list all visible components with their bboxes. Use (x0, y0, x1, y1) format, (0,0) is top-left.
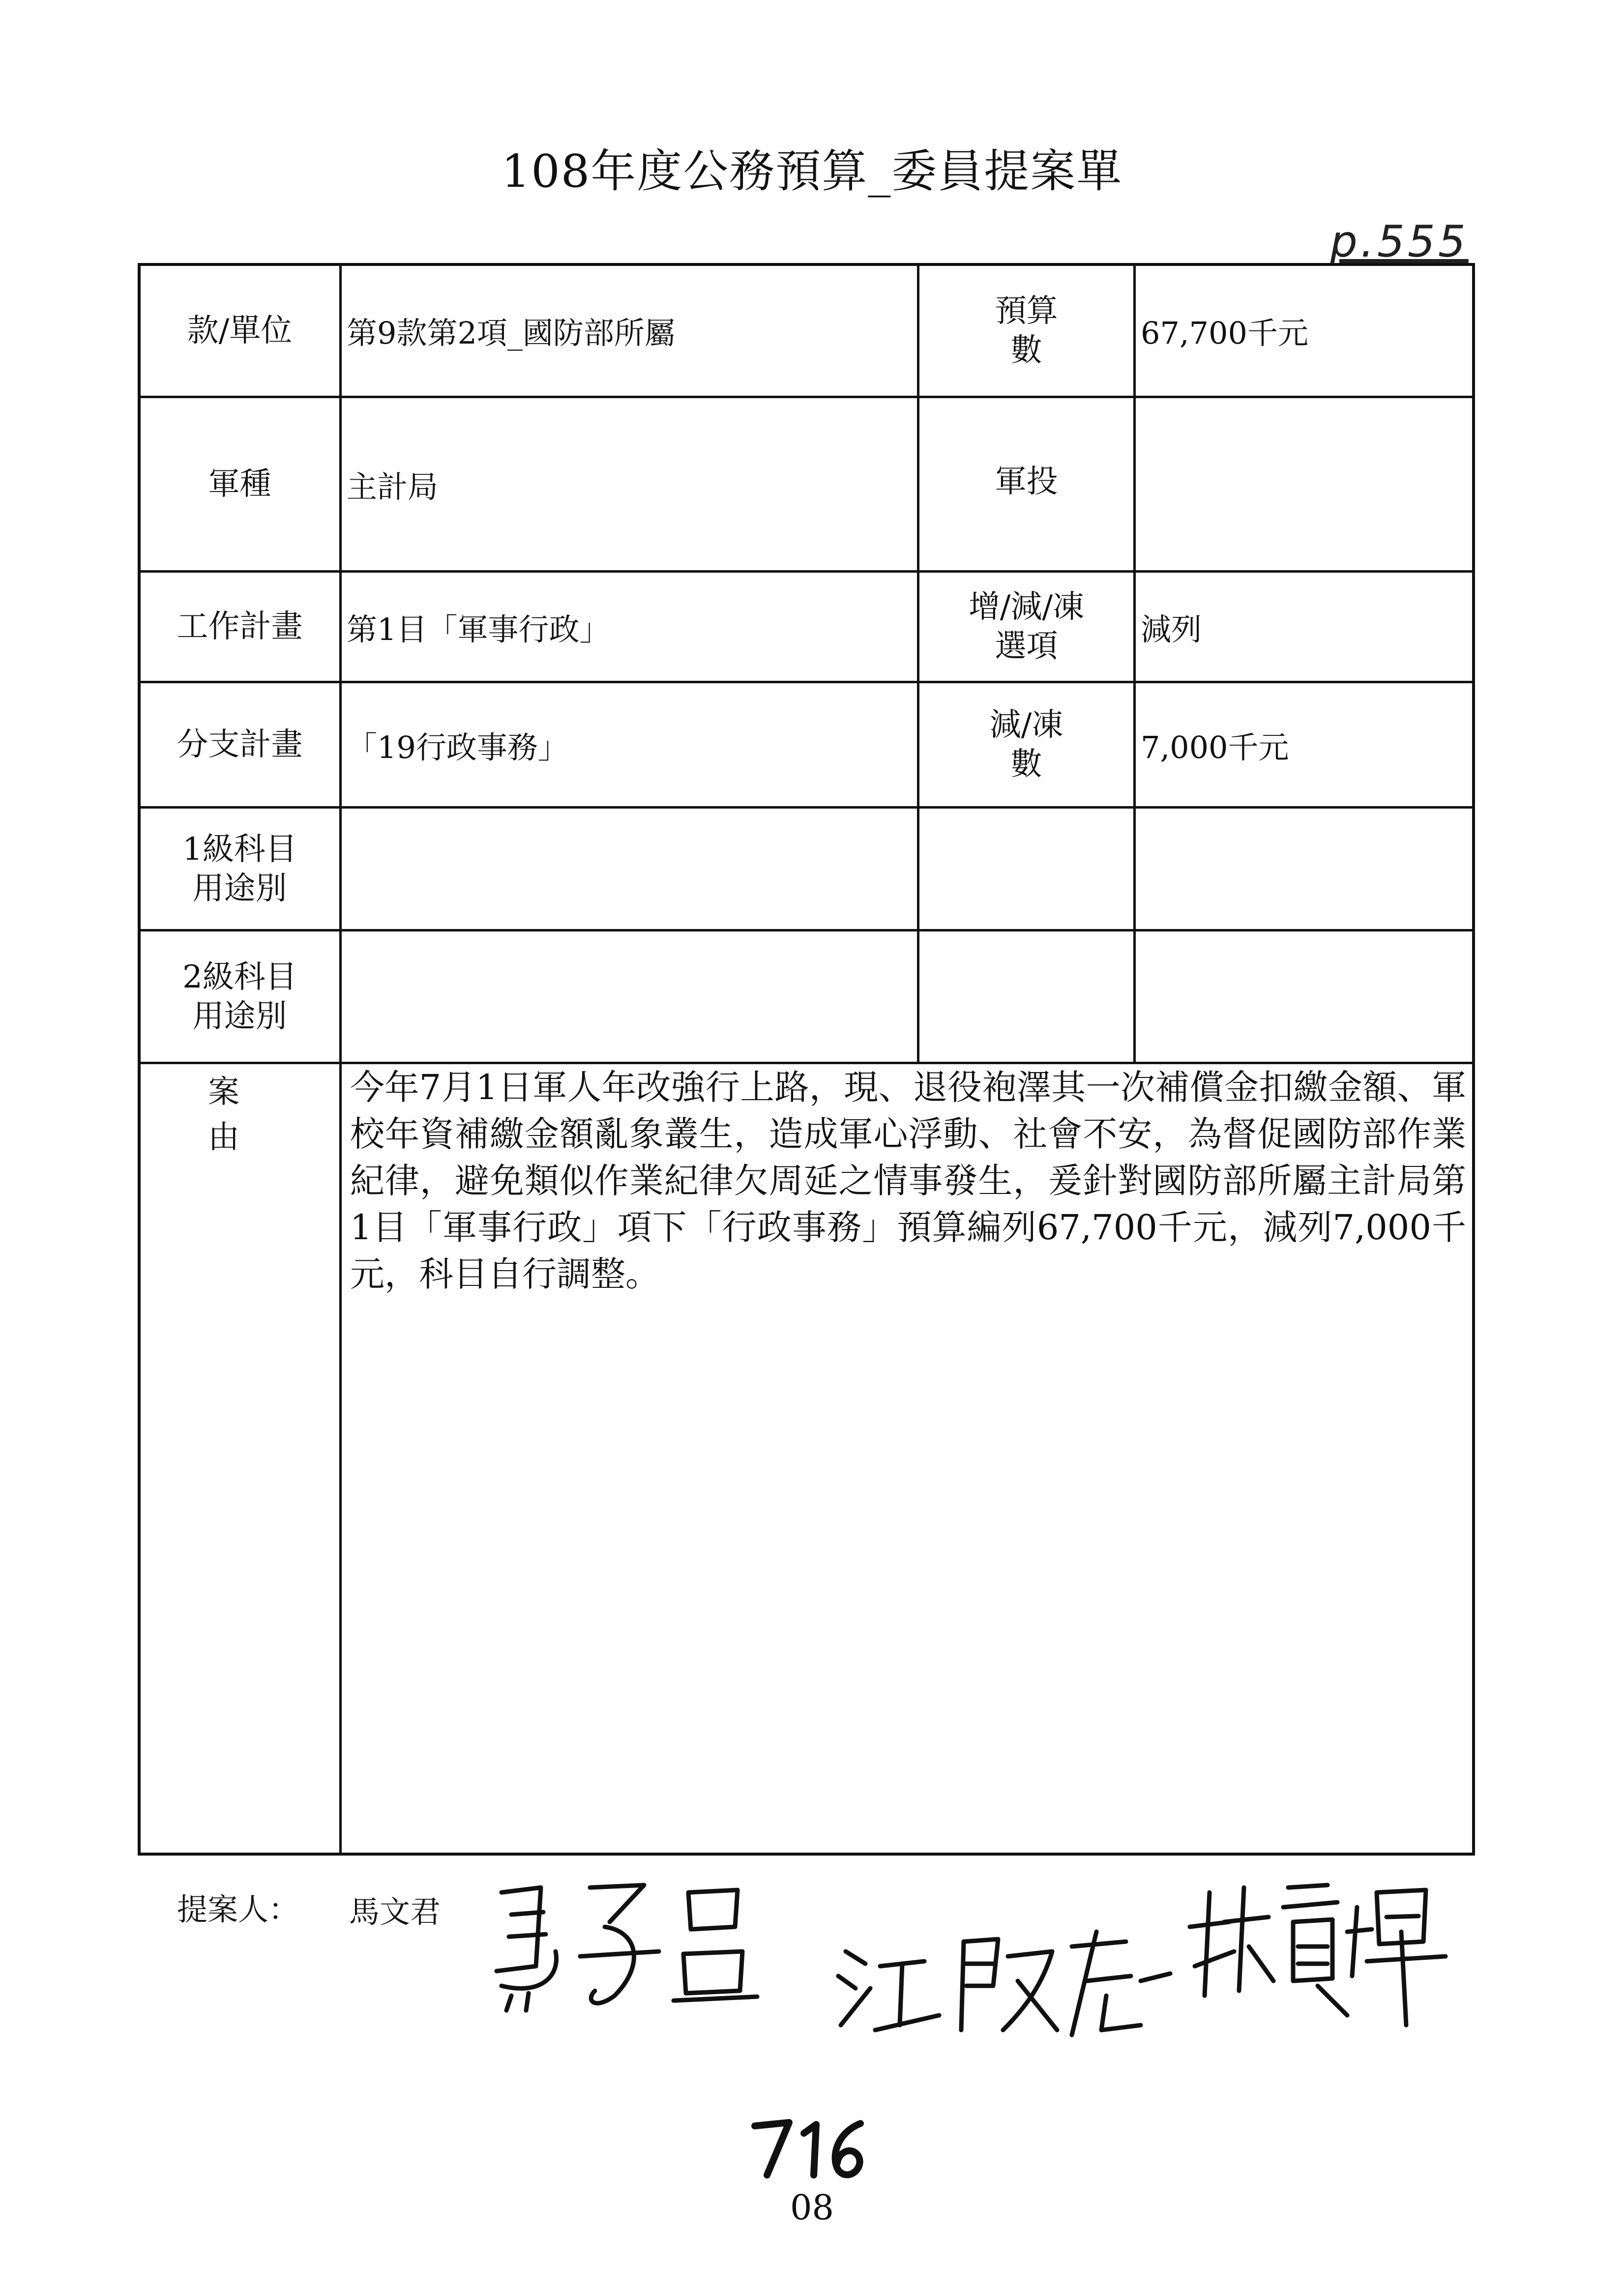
field-label-work-plan: 工作計畫 (177, 609, 303, 645)
signature-strokes (482, 1868, 1465, 2074)
field-value-work-plan: 第1目「軍事行政」 (347, 611, 610, 647)
field-value-reduction-amount: 7,000千元 (1141, 729, 1289, 765)
field-value-adjust-option: 減列 (1141, 611, 1202, 647)
field-label-adjust-option: 增/減/凍 選項 (968, 589, 1085, 665)
handwritten-716-strokes (747, 2114, 875, 2182)
column-divider (339, 263, 342, 1856)
field-value-branch-plan: 「19行政事務」 (347, 729, 568, 765)
field-value-level2-extra (1141, 931, 1470, 1062)
field-label-unit: 款/單位 (187, 312, 293, 349)
field-label-branch-plan: 分支計畫 (177, 727, 303, 763)
field-label-level1-extra (919, 809, 1133, 929)
field-label-budget-amount: 預算 數 (995, 292, 1058, 369)
page-number: 08 (790, 2187, 834, 2228)
column-divider (1133, 263, 1136, 1063)
proposer-name: 馬文君 (349, 1894, 441, 1930)
proposer-label: 提案人： (177, 1891, 299, 1927)
handwritten-signatures (482, 1868, 1465, 2076)
field-label-service: 軍種 (208, 466, 271, 502)
field-value-service: 主計局 (347, 468, 439, 505)
field-value-budget-amount: 67,700千元 (1141, 315, 1308, 351)
field-label-level2-extra (919, 931, 1133, 1062)
field-value-military-investment (1141, 398, 1470, 570)
signature-1 (497, 1885, 757, 2010)
field-value-reason: 今年7月1日軍人年改強行上路，現、退役袍澤其一次補償金扣繳金額、軍校年資補繳金額亂象叢生，造成軍心浮動、社會不安，為督促國防部作業紀律，避免類似作業紀律欠周延之情事發生，爰針對國防部所屬主計局第1目「軍事行政」項下「行政事務」預算編列67,700千元，減列7,000千元，科目自行調整。 (350, 1067, 1466, 1294)
field-label-military-investment: 軍投 (995, 464, 1058, 500)
document-title: 108年度公務預算_委員提案單 (501, 145, 1123, 198)
signature-2 (838, 1932, 1170, 2035)
field-value-unit: 第9款第2項_國防部所屬 (347, 315, 675, 351)
page-reference-annotation: p.555 (1330, 216, 1469, 267)
handwritten-page-number (747, 2114, 875, 2184)
field-label-reason: 案由 (208, 1074, 298, 1156)
field-label-reduction-amount: 減/凍 數 (989, 707, 1063, 783)
signature-3 (1190, 1885, 1446, 2025)
field-value-level1-extra (1141, 809, 1470, 929)
field-value-level1-subject (347, 809, 912, 929)
field-label-level2-subject: 2級科目 用途別 (182, 959, 297, 1035)
field-label-level1-subject: 1級科目 用途別 (182, 831, 297, 907)
field-value-level2-subject (347, 931, 912, 1062)
